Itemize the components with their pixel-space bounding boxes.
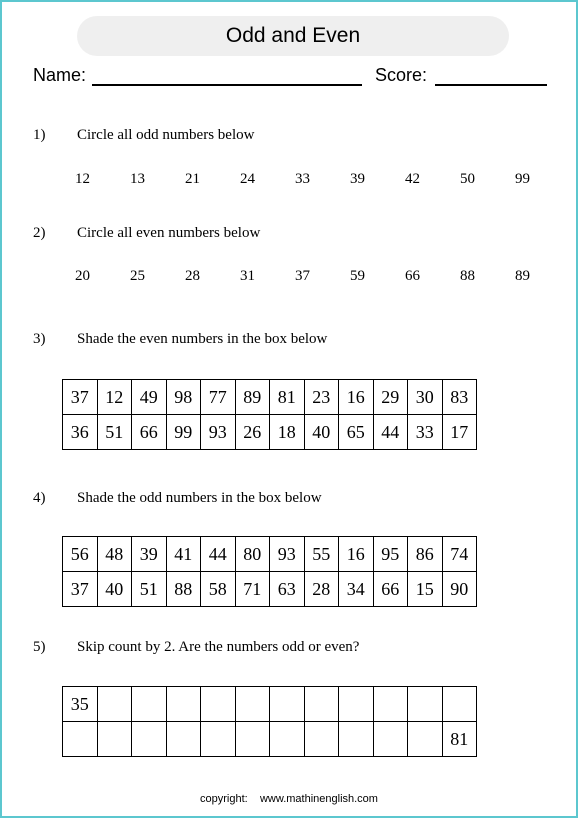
grid-cell[interactable]	[339, 687, 374, 722]
grid-cell[interactable]	[235, 722, 270, 757]
grid-cell[interactable]: 37	[63, 380, 98, 415]
question-3-text: Shade the even numbers in the box below	[77, 331, 328, 347]
grid-cell[interactable]: 16	[339, 380, 374, 415]
question-2-number: 2)	[33, 225, 46, 241]
grid-cell[interactable]: 23	[304, 380, 339, 415]
grid-cell[interactable]	[166, 687, 201, 722]
grid-cell[interactable]: 17	[442, 415, 477, 450]
question-5-text: Skip count by 2. Are the numbers odd or even?	[77, 639, 360, 655]
grid-cell[interactable]: 81	[442, 722, 477, 757]
grid-cell[interactable]	[270, 722, 305, 757]
question-5-number: 5)	[33, 639, 46, 655]
number-item[interactable]: 12	[75, 171, 90, 187]
grid-cell[interactable]: 44	[201, 537, 236, 572]
question-3-number: 3)	[33, 331, 46, 347]
grid-cell[interactable]	[132, 687, 167, 722]
grid-cell[interactable]: 26	[235, 415, 270, 450]
grid-cell[interactable]: 83	[442, 380, 477, 415]
grid-cell[interactable]: 40	[97, 572, 132, 607]
grid-cell[interactable]: 66	[373, 572, 408, 607]
question-1-text: Circle all odd numbers below	[77, 127, 255, 143]
grid-cell[interactable]: 99	[166, 415, 201, 450]
grid-cell[interactable]: 33	[408, 415, 443, 450]
number-item[interactable]: 89	[515, 268, 530, 284]
grid-cell[interactable]: 58	[201, 572, 236, 607]
grid-cell[interactable]	[339, 722, 374, 757]
number-item[interactable]: 37	[295, 268, 310, 284]
question-4-number: 4)	[33, 490, 46, 506]
grid-cell[interactable]: 51	[97, 415, 132, 450]
grid-cell[interactable]: 80	[235, 537, 270, 572]
grid-cell[interactable]: 93	[270, 537, 305, 572]
grid-cell[interactable]: 44	[373, 415, 408, 450]
grid-cell[interactable]: 77	[201, 380, 236, 415]
number-item[interactable]: 20	[75, 268, 90, 284]
worksheet-title: Odd and Even	[77, 16, 509, 56]
grid-cell[interactable]	[408, 687, 443, 722]
grid-cell[interactable]: 56	[63, 537, 98, 572]
grid-cell[interactable]: 48	[97, 537, 132, 572]
question-2-text: Circle all even numbers below	[77, 225, 261, 241]
grid-cell[interactable]: 49	[132, 380, 167, 415]
number-item[interactable]: 99	[515, 171, 530, 187]
number-item[interactable]: 21	[185, 171, 200, 187]
grid-cell[interactable]	[166, 722, 201, 757]
grid-cell[interactable]	[201, 687, 236, 722]
grid-cell[interactable]	[97, 687, 132, 722]
number-item[interactable]: 59	[350, 268, 365, 284]
grid-cell[interactable]: 55	[304, 537, 339, 572]
grid-cell[interactable]: 29	[373, 380, 408, 415]
number-item[interactable]: 50	[460, 171, 475, 187]
question-3-grid	[62, 379, 477, 450]
grid-cell[interactable]: 18	[270, 415, 305, 450]
grid-cell[interactable]: 66	[132, 415, 167, 450]
grid-cell[interactable]: 41	[166, 537, 201, 572]
grid-cell[interactable]: 28	[304, 572, 339, 607]
grid-cell[interactable]: 37	[63, 572, 98, 607]
grid-cell[interactable]: 63	[270, 572, 305, 607]
question-4-text: Shade the odd numbers in the box below	[77, 490, 322, 506]
question-5-grid	[62, 686, 477, 757]
score-label: Score:	[375, 65, 428, 85]
grid-cell[interactable]	[63, 722, 98, 757]
grid-cell[interactable]	[373, 687, 408, 722]
number-item[interactable]: 39	[350, 171, 365, 187]
grid-cell[interactable]: 86	[408, 537, 443, 572]
grid-cell[interactable]	[373, 722, 408, 757]
number-item[interactable]: 24	[240, 171, 255, 187]
number-item[interactable]: 31	[240, 268, 255, 284]
grid-cell[interactable]: 71	[235, 572, 270, 607]
grid-cell[interactable]: 95	[373, 537, 408, 572]
question-1-number: 1)	[33, 127, 46, 143]
copyright-label: copyright:	[200, 793, 248, 805]
grid-cell[interactable]: 81	[270, 380, 305, 415]
grid-cell[interactable]: 39	[132, 537, 167, 572]
grid-cell[interactable]: 34	[339, 572, 374, 607]
grid-cell[interactable]: 12	[97, 380, 132, 415]
grid-cell[interactable]: 90	[442, 572, 477, 607]
grid-cell[interactable]	[304, 722, 339, 757]
question-4-grid	[62, 536, 477, 607]
grid-cell[interactable]: 30	[408, 380, 443, 415]
question-2-numbers	[55, 267, 550, 285]
grid-cell[interactable]	[442, 687, 477, 722]
grid-cell[interactable]	[235, 687, 270, 722]
name-label: Name:	[33, 65, 87, 85]
question-1-numbers	[55, 170, 550, 188]
number-item[interactable]: 33	[295, 171, 310, 187]
grid-cell[interactable]: 98	[166, 380, 201, 415]
number-item[interactable]: 66	[405, 268, 420, 284]
grid-cell[interactable]: 65	[339, 415, 374, 450]
grid-cell[interactable]: 89	[235, 380, 270, 415]
grid-cell[interactable]	[201, 722, 236, 757]
grid-cell[interactable]: 88	[166, 572, 201, 607]
score-blank-line[interactable]	[435, 84, 547, 86]
grid-cell[interactable]: 15	[408, 572, 443, 607]
grid-cell[interactable]	[132, 722, 167, 757]
grid-cell[interactable]	[97, 722, 132, 757]
grid-cell[interactable]	[304, 687, 339, 722]
copyright-site[interactable]: www.mathinenglish.com	[259, 793, 378, 805]
number-item[interactable]: 28	[185, 268, 200, 284]
grid-cell[interactable]: 35	[63, 687, 98, 722]
number-item[interactable]: 13	[130, 171, 145, 187]
grid-cell[interactable]: 74	[442, 537, 477, 572]
number-item[interactable]: 25	[130, 268, 145, 284]
copyright-footer	[0, 793, 578, 805]
grid-cell[interactable]	[270, 687, 305, 722]
grid-cell[interactable]: 36	[63, 415, 98, 450]
grid-cell[interactable]: 16	[339, 537, 374, 572]
grid-cell[interactable]	[408, 722, 443, 757]
name-blank-line[interactable]	[92, 84, 362, 86]
grid-cell[interactable]: 93	[201, 415, 236, 450]
grid-cell[interactable]: 40	[304, 415, 339, 450]
number-item[interactable]: 42	[405, 171, 420, 187]
grid-cell[interactable]: 51	[132, 572, 167, 607]
number-item[interactable]: 88	[460, 268, 475, 284]
